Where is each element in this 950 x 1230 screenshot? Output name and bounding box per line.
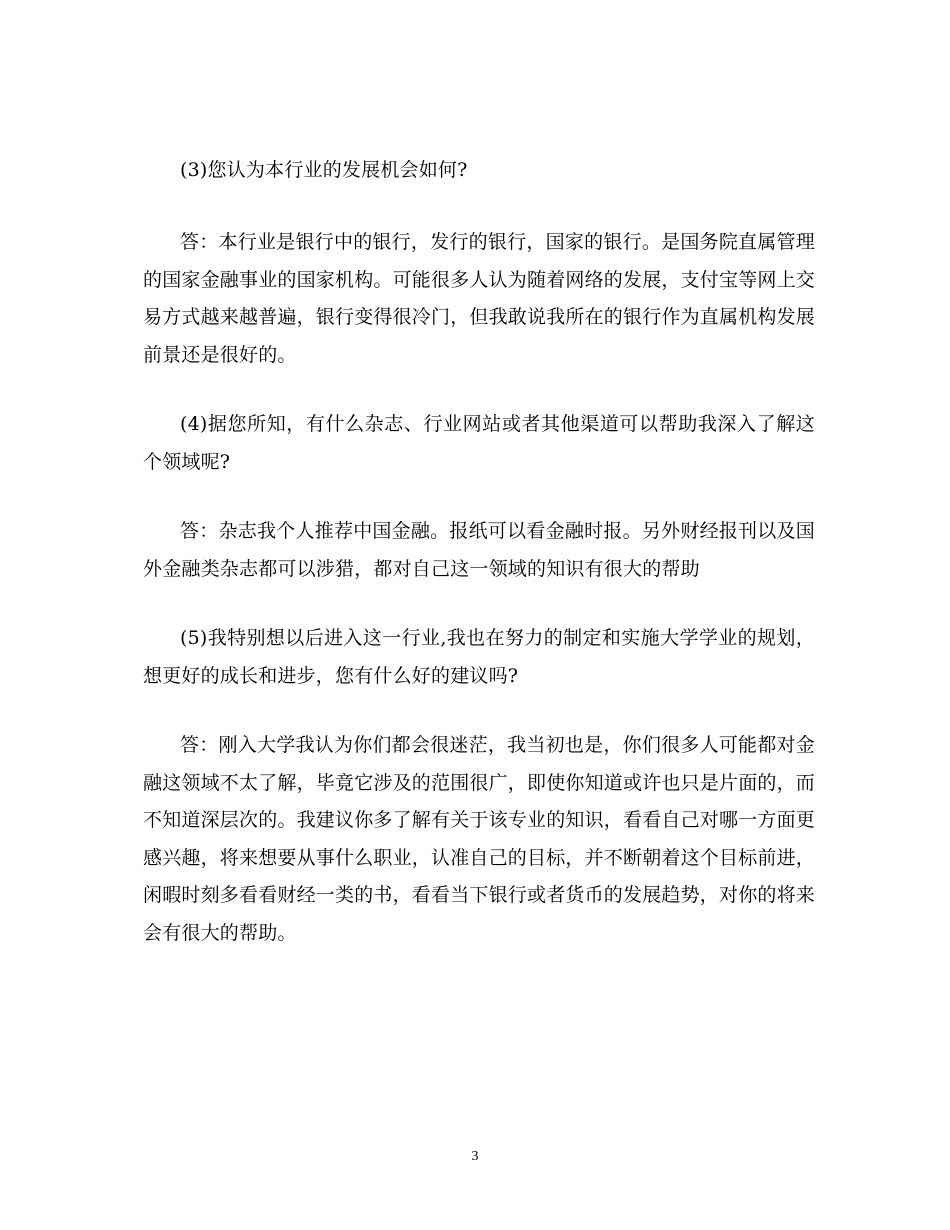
- answer-3: 答：本行业是银行中的银行，发行的银行，国家的银行。是国务院直属管理的国家金融事业的国家机构。可能很多人认为随着网络的发展，支付宝等网上交易方式越来越普遍，银行变得很冷门，但我敢说我所在的银行作为直属机构发展前景还是很好的。: [143, 231, 816, 366]
- answer-4: 答：杂志我个人推荐中国金融。报纸可以看金融时报。另外财经报刊以及国外金融类杂志都可以涉猎，都对自己这一领域的知识有很大的帮助: [143, 520, 815, 580]
- page-number: 3: [471, 1149, 479, 1164]
- question-5: (5)我特别想以后进入这一行业,我也在努力的制定和实施大学学业的规划，想更好的成长和进步，您有什么好的建议吗?: [143, 627, 815, 687]
- answer-5: 答：刚入大学我认为你们都会很迷茫，我当初也是，你们很多人可能都对金融这领域不太了解，毕竟它涉及的范围很广，即使你知道或许也只是片面的，而不知道深层次的。我建议你多了解有关于该专业的知识，看看自己对哪一方面更感兴趣，将来想要从事什么职业，认准自己的目标，并不断朝着这个目标前进，闲暇时刻多看看财经一类的书，看看当下银行或者货币的发展趋势，对你的将来会有很大的帮助。: [143, 734, 816, 944]
- question-3: (3)您认为本行业的发展机会如何?: [180, 159, 468, 181]
- question-4: (4)据您所知，有什么杂志、行业网站或者其他渠道可以帮助我深入了解这个领域呢?: [143, 413, 815, 473]
